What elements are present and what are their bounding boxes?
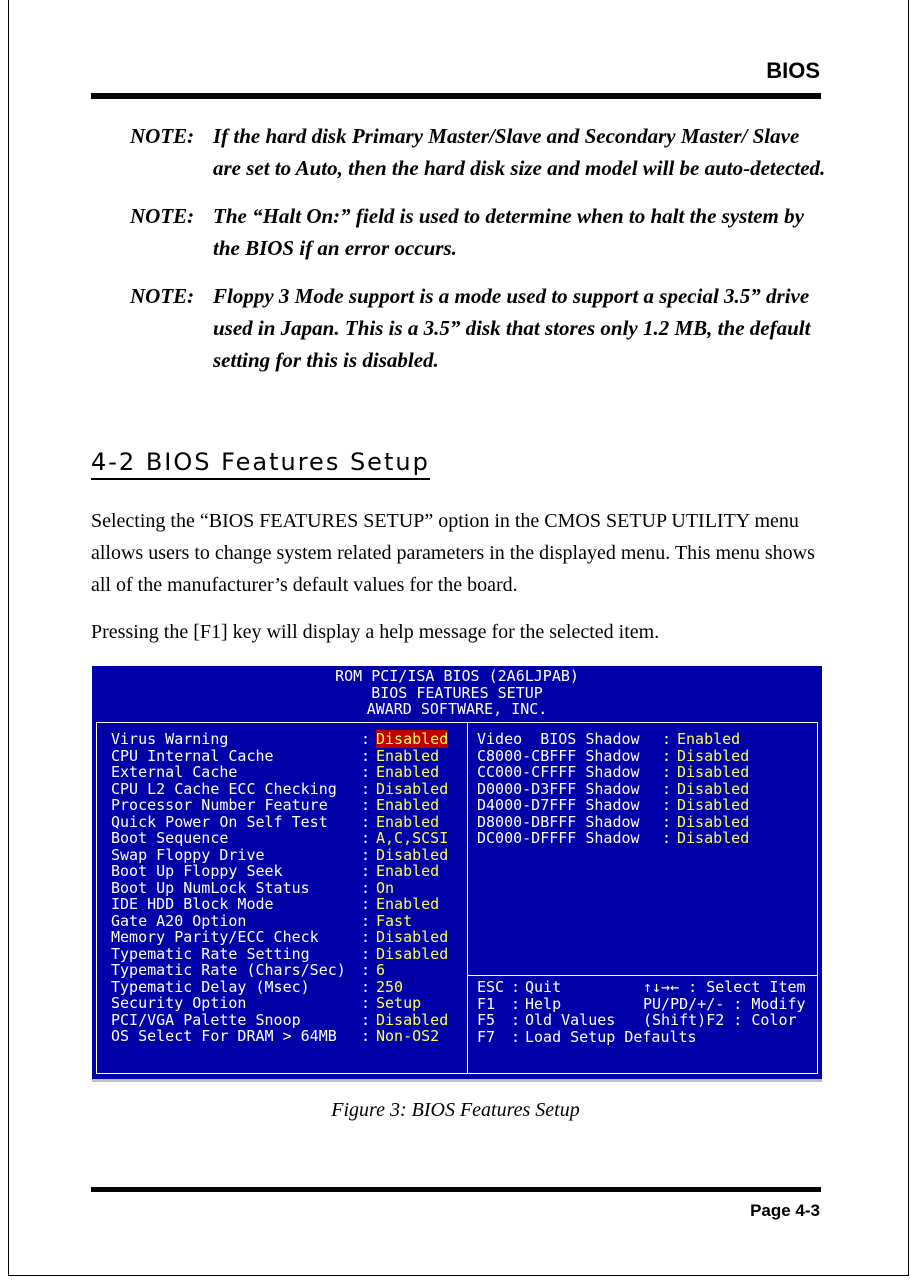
bios-setting-value[interactable]: On — [376, 878, 395, 897]
bios-colon: : — [361, 845, 371, 864]
notes — [130, 120, 830, 392]
bios-setting-label: Typematic Delay (Msec) — [111, 977, 310, 996]
bios-colon: : — [361, 878, 371, 897]
bios-colon: : — [662, 779, 672, 798]
bios-setting-value[interactable]: A,C,SCSI — [376, 829, 449, 847]
bios-setting-label: Security Option — [111, 994, 247, 1012]
bios-shadow-row[interactable] — [477, 748, 749, 765]
bios-setting-value[interactable]: Setup — [376, 994, 422, 1012]
bios-divider — [467, 975, 818, 976]
bios-setting-value[interactable]: Enabled — [376, 895, 440, 913]
bios-setting-row[interactable] — [111, 847, 448, 864]
bios-setting-value[interactable]: Enabled — [376, 812, 440, 831]
bios-setting-row[interactable] — [111, 748, 448, 765]
bios-colon: : — [361, 994, 371, 1012]
bios-setting-value[interactable]: Disabled — [376, 845, 449, 864]
bios-colon: : — [361, 928, 371, 946]
bios-colon: : — [511, 994, 521, 1013]
bios-setting-value[interactable]: Disabled — [376, 1010, 449, 1029]
bios-setting-label: PCI/VGA Palette Snoop — [111, 1010, 301, 1029]
key-name: ESC — [477, 978, 505, 996]
note-label: NOTE: — [130, 284, 195, 308]
bios-colon: : — [511, 1027, 521, 1046]
bios-setting-row[interactable] — [111, 929, 448, 946]
key-description: Quit — [525, 978, 562, 996]
bios-shadow-value[interactable]: Disabled — [677, 763, 750, 781]
help-paragraph: Pressing the [F1] key will display a help message for the selected item. — [91, 621, 660, 643]
bios-colon: : — [361, 1010, 371, 1029]
bios-title-line: AWARD SOFTWARE, INC. — [366, 700, 548, 718]
bios-colon: : — [662, 796, 672, 814]
bios-colon: : — [662, 746, 672, 765]
bios-setting-value[interactable]: Fast — [376, 911, 413, 930]
bios-setting-label: Boot Sequence — [111, 829, 229, 847]
bios-colon: : — [361, 829, 371, 847]
section-title: 4-2 BIOS Features Setup — [91, 448, 430, 480]
bios-setting-row[interactable] — [111, 880, 448, 897]
bios-setting-row[interactable] — [111, 830, 448, 847]
bios-shadow-value[interactable]: Disabled — [677, 812, 750, 831]
key-name: F5 — [477, 1011, 496, 1029]
bios-setting-row[interactable] — [111, 946, 448, 963]
bios-key-row — [477, 1012, 806, 1029]
bios-title — [92, 668, 822, 718]
bios-shadow-label: C8000-CBFFF Shadow — [477, 746, 640, 765]
key-description: Load Setup Defaults — [525, 1027, 697, 1046]
bios-setting-label: Typematic Rate (Chars/Sec) — [111, 961, 346, 979]
bios-setting-label: OS Select For DRAM > 64MB — [111, 1027, 337, 1045]
bios-setting-value[interactable]: Disabled — [376, 928, 449, 946]
intro-paragraph: Selecting the “BIOS FEATURES SETUP” option in the CMOS SETUP UTILITY menu allows users to change system related parameters in the displayed menu. This menu shows all of the manufacturer’s default values for the board. — [91, 510, 815, 596]
bios-shadow-row[interactable] — [477, 830, 749, 847]
bios-setting-label: Virus Warning — [111, 730, 229, 748]
bios-setting-value[interactable]: Enabled — [376, 862, 440, 880]
note-1 — [130, 120, 830, 184]
bios-divider — [467, 723, 468, 1073]
bios-shadow-label: D8000-DBFFF Shadow — [477, 812, 640, 831]
bios-setting-row[interactable] — [111, 995, 448, 1012]
bios-setting-label: IDE HDD Block Mode — [111, 895, 274, 913]
bios-setting-label: Swap Floppy Drive — [111, 845, 265, 864]
note-text: Floppy 3 Mode support is a mode used to support a special 3.5” drive used in Japan. This is a 3.5” disk that stores only 1.2 MB, the default setting for this is disabled. — [213, 284, 811, 372]
bios-setting-row[interactable] — [111, 1028, 448, 1045]
bios-shadow-label: DC000-DFFFF Shadow — [477, 829, 640, 847]
bios-setting-label: Typematic Rate Setting — [111, 944, 310, 963]
bios-shadow-row[interactable] — [477, 781, 749, 798]
bios-shadow-value[interactable]: Enabled — [677, 730, 741, 748]
bios-setting-label: External Cache — [111, 763, 238, 781]
key-name: F7 — [477, 1027, 496, 1046]
note-text: If the hard disk Primary Master/Slave and Secondary Master/ Slave are set to Auto, then the hard disk size and model will be auto-detected. — [213, 124, 826, 180]
bios-colon: : — [662, 730, 672, 748]
bios-setting-label: Quick Power On Self Test — [111, 812, 328, 831]
bios-colon: : — [361, 895, 371, 913]
bios-colon: : — [361, 746, 371, 765]
bios-title-line: ROM PCI/ISA BIOS (2A6LJPAB) — [335, 667, 579, 685]
bios-setting-value[interactable]: Enabled — [376, 746, 440, 765]
bios-setting-row[interactable] — [111, 863, 448, 880]
bios-key-row — [477, 979, 806, 996]
note-2 — [130, 200, 830, 264]
bios-shadow-row[interactable] — [477, 764, 749, 781]
bios-colon: : — [361, 961, 371, 979]
bios-shadow-label: Video BIOS Shadow — [477, 730, 640, 748]
bios-colon: : — [361, 862, 371, 880]
bios-setting-value[interactable]: 250 — [376, 977, 404, 996]
bios-title-line: BIOS FEATURES SETUP — [371, 683, 543, 702]
note-text: The “Halt On:” field is used to determine when to halt the system by the BIOS if an error occurs. — [213, 204, 804, 260]
footer-rule — [91, 1187, 821, 1192]
bios-setting-value[interactable]: Enabled — [376, 796, 440, 814]
bios-setting-value[interactable]: Enabled — [376, 763, 440, 781]
key-name: PU/PD/+/- — [643, 994, 725, 1013]
bios-shadow-label: D0000-D3FFF Shadow — [477, 779, 640, 798]
bios-menu-box — [96, 722, 818, 1074]
bios-colon: : — [361, 779, 371, 798]
bios-key-legend — [477, 979, 806, 1045]
bios-setting-label: Gate A20 Option — [111, 911, 247, 930]
bios-setting-value[interactable]: 6 — [376, 961, 386, 979]
key-description: Old Values — [525, 1011, 616, 1029]
figure-caption: Figure 3: BIOS Features Setup — [331, 1099, 580, 1121]
bios-colon: : — [361, 730, 371, 748]
bios-setting-row[interactable] — [111, 896, 448, 913]
bios-setting-value[interactable]: Disabled — [376, 779, 449, 798]
bios-shadow-value[interactable]: Disabled — [677, 746, 750, 765]
note-label: NOTE: — [130, 204, 195, 228]
header-rule — [91, 93, 821, 99]
bios-right-items — [477, 731, 749, 847]
key-description: Color — [751, 1011, 797, 1029]
header-label: BIOS — [766, 58, 820, 83]
bios-setting-row[interactable] — [111, 781, 448, 798]
bios-shadow-label: D4000-D7FFF Shadow — [477, 796, 640, 814]
bios-setting-label: CPU Internal Cache — [111, 746, 274, 765]
bios-setting-label: Boot Up NumLock Status — [111, 878, 310, 897]
bios-setting-row[interactable] — [111, 979, 448, 996]
bios-colon: : — [511, 1011, 521, 1029]
bios-shadow-row[interactable] — [477, 814, 749, 831]
bios-setting-row[interactable] — [111, 731, 448, 748]
key-name: (Shift)F2 — [643, 1011, 725, 1029]
key-description: Modify — [751, 994, 806, 1013]
bios-shadow-value[interactable]: Disabled — [677, 796, 750, 814]
bios-shadow-value[interactable]: Disabled — [677, 779, 750, 798]
bios-shadow-row[interactable] — [477, 731, 749, 748]
bios-colon: : — [724, 1011, 752, 1029]
bios-setting-label: CPU L2 Cache ECC Checking — [111, 779, 337, 798]
bios-screenshot — [92, 666, 822, 1082]
bios-colon: : — [679, 978, 707, 996]
key-description: Select Item — [706, 978, 806, 996]
bios-setting-row[interactable] — [111, 962, 448, 979]
note-3 — [130, 280, 830, 376]
bios-colon: : — [361, 763, 371, 781]
bios-colon: : — [662, 763, 672, 781]
bios-shadow-label: CC000-CFFFF Shadow — [477, 763, 640, 781]
bios-setting-row[interactable] — [111, 797, 448, 814]
bios-key-row — [477, 996, 806, 1013]
bios-colon: : — [724, 994, 752, 1013]
bios-colon: : — [361, 944, 371, 963]
bios-setting-label: Memory Parity/ECC Check — [111, 928, 319, 946]
page-number: Page 4-3 — [750, 1201, 820, 1220]
bios-setting-label: Processor Number Feature — [111, 796, 328, 814]
bios-colon: : — [662, 812, 672, 831]
bios-colon: : — [361, 977, 371, 996]
key-name: F1 — [477, 994, 496, 1013]
bios-colon: : — [361, 1027, 371, 1045]
bios-setting-row[interactable] — [111, 1012, 448, 1029]
bios-setting-row[interactable] — [111, 913, 448, 930]
bios-colon: : — [361, 911, 371, 930]
bios-setting-row[interactable] — [111, 814, 448, 831]
bios-colon: : — [361, 796, 371, 814]
bios-key-row — [477, 1029, 806, 1046]
bios-setting-row[interactable] — [111, 764, 448, 781]
bios-colon: : — [361, 812, 371, 831]
bios-setting-value[interactable]: Disabled — [376, 944, 449, 963]
bios-shadow-row[interactable] — [477, 797, 749, 814]
bios-setting-value[interactable]: Disabled — [376, 730, 449, 748]
bios-shadow-value[interactable]: Disabled — [677, 829, 750, 847]
bios-setting-value[interactable]: Non-OS2 — [376, 1027, 440, 1045]
bios-colon: : — [511, 978, 521, 996]
key-name: ↑↓→← — [643, 978, 680, 996]
bios-setting-label: Boot Up Floppy Seek — [111, 862, 283, 880]
bios-colon: : — [662, 829, 672, 847]
key-description: Help — [525, 994, 562, 1013]
note-label: NOTE: — [130, 124, 195, 148]
bios-left-items — [111, 731, 448, 1045]
